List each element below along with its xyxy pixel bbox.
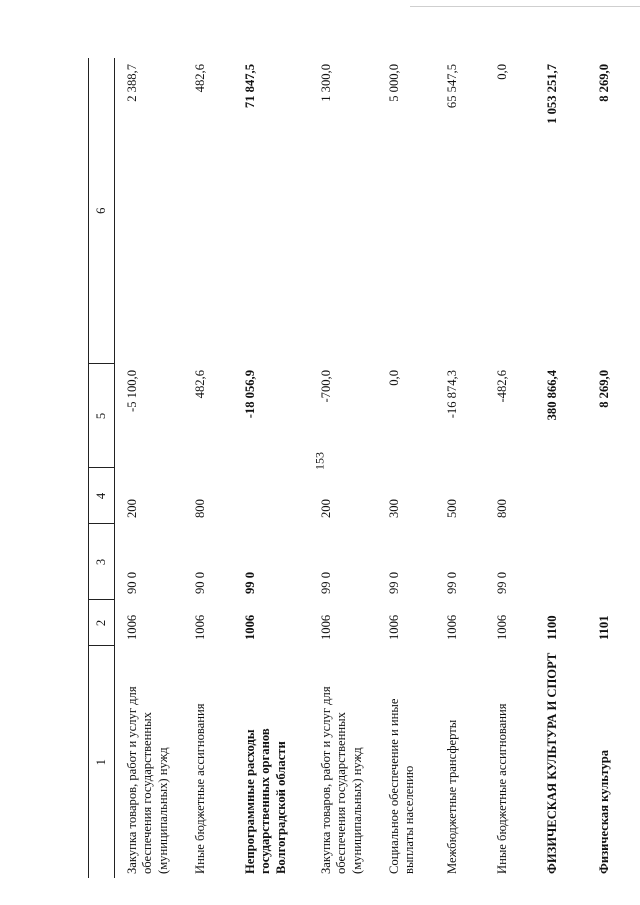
row-total: 71 847,5 [243,64,257,109]
row-change: 0,0 [387,370,401,386]
row-name: Социальное обеспечение и иные выплаты населению [387,698,417,874]
row-change: -5 100,0 [125,370,139,412]
row-section: 1100 [545,615,559,640]
row-name: Закупка товаров, работ и услуг для обеспечения государственных (муниципальных) нужд [319,686,364,874]
header-col-2: 2 [89,600,115,646]
row-section: 1006 [193,614,207,640]
row-expense-type: 500 [445,499,459,518]
row-change: -16 874,3 [445,370,459,419]
table-row [309,58,377,878]
row-total: 65 547,5 [445,64,459,109]
page-number-text: 153 [312,452,327,470]
row-change: -700,0 [319,370,333,403]
header-col-4: 4 [89,468,115,524]
row-section: 1006 [319,614,333,640]
top-edge-line [410,6,640,7]
table-row [587,58,633,878]
table-row [377,58,435,878]
rotated-table-inner [88,58,640,878]
row-total: 1 300,0 [319,64,333,102]
row-section: 1006 [495,614,509,640]
row-change: 8 269,0 [597,370,611,408]
row-target: 90 0 [125,571,139,594]
row-section: 1006 [243,614,257,640]
row-name: Непрограммные расходы государственных органов Волгоградской области [243,728,288,874]
row-target: 99 0 [243,571,257,594]
table-row [115,58,184,878]
table-row [435,58,485,878]
row-expense-type: 800 [495,499,509,518]
header-col-5: 5 [89,364,115,468]
row-target: 99 0 [495,571,509,594]
table-row [485,58,535,878]
row-section: 1006 [387,614,401,640]
row-change: 482,6 [193,370,207,399]
row-expense-type: 200 [319,499,333,518]
header-col-6: 6 [89,58,115,364]
row-total: 2 388,7 [125,64,139,102]
row-target: 99 0 [319,571,333,594]
row-name: Закупка товаров, работ и услуг для обеспечения государственных (муниципальных) нужд [125,686,170,874]
row-name: ФИЗИЧЕСКАЯ КУЛЬТУРА И СПОРТ [545,652,559,874]
row-name: Иные бюджетные ассигнования [193,703,207,874]
row-target [535,524,587,600]
row-expense-type [587,468,633,524]
row-change: 380 866,4 [545,370,559,421]
table-row [183,58,233,878]
row-target: 99 0 [445,571,459,594]
header-col-3: 3 [89,524,115,600]
row-expense-type: 300 [387,499,401,518]
row-change: -482,6 [495,370,509,403]
row-total: 1 053 251,7 [545,64,559,124]
row-section: 1006 [445,614,459,640]
row-name: Межбюджетные трансферты [445,719,459,874]
table-row [535,58,587,878]
row-expense-type: 200 [125,499,139,518]
row-section: 1006 [125,614,139,640]
budget-table [88,58,633,878]
row-expense-type: 800 [193,499,207,518]
table-header-row [89,58,115,878]
table-row [233,58,309,878]
row-total: 5 000,0 [387,64,401,102]
row-expense-type [535,468,587,524]
header-col-1: 1 [89,646,115,878]
row-total: 8 269,0 [597,64,611,102]
row-total: 482,6 [193,64,207,93]
row-target: 99 0 [387,571,401,594]
row-expense-type [233,468,309,524]
row-change: -18 056,9 [243,370,257,419]
row-name: Иные бюджетные ассигнования [495,703,509,874]
row-section: 1101 [597,615,611,640]
row-name: Физическая культура [597,749,611,874]
row-target [587,524,633,600]
row-total: 0,0 [495,64,509,80]
row-target: 90 0 [193,571,207,594]
